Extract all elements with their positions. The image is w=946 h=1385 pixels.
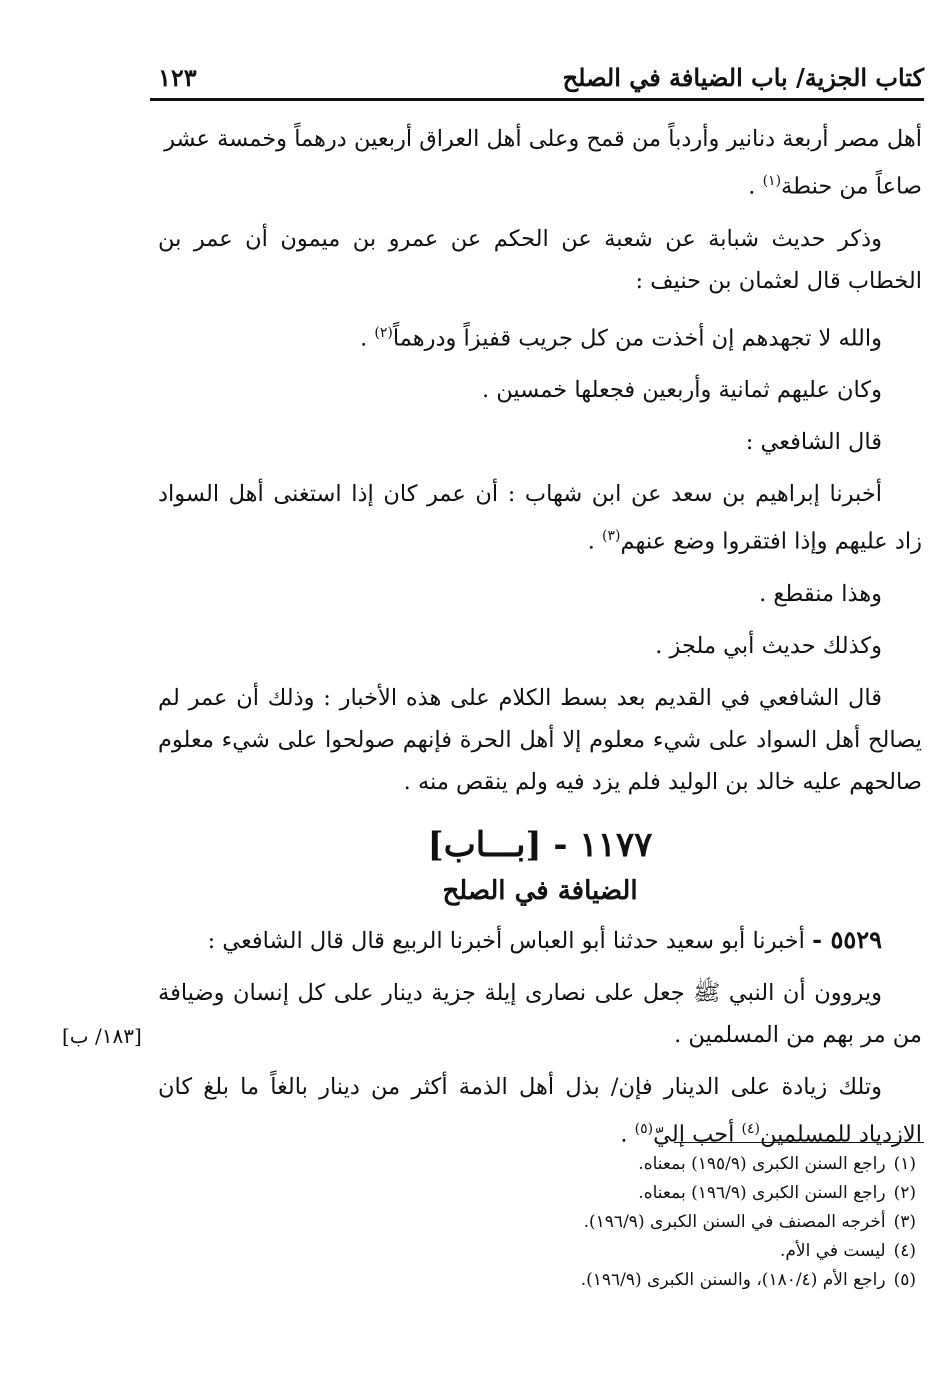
paragraph: وهذا منقطع . [759, 580, 882, 607]
footnote-number: (٥) [893, 1270, 916, 1290]
footnotes [158, 1150, 916, 1295]
paragraph: وكذلك حديث أبي ملجز . [655, 632, 882, 659]
text-line: أهل مصر أربعة دنانير وأردباً من قمح وعلى أهل العراق أربعين درهماً وخمسة عشر [164, 126, 922, 152]
footnote-number: (٢) [893, 1183, 916, 1203]
footnote-ref: (٣) [602, 528, 621, 544]
footnote [158, 1208, 916, 1237]
footnote-text: راجع السنن الكبرى (١٩٥/٩) بمعناه. [638, 1154, 886, 1174]
paragraph: وذكر حديث شبابة عن شعبة عن الحكم عن عمرو بن ميمون أن عمر بن الخطاب قال لعثمان بن حنيف : [158, 225, 922, 294]
text-line: صاعاً من حنطة [781, 173, 922, 200]
footnote-ref: (١) [762, 173, 782, 189]
text-span: أحب إليّ [653, 1121, 742, 1147]
hadith-number: ٥٥٢٩ - [812, 924, 882, 954]
text-span: والله لا تجهدهم إن أخذت من كل جريب قفيزاً ودرهماً [392, 325, 882, 351]
chapter-title: الضيافة في الصلح [442, 875, 638, 906]
footnote-ref: (٢) [374, 324, 393, 341]
footnote [158, 1266, 916, 1295]
paragraph: أخبرنا إبراهيم بن سعد عن ابن شهاب : أن عمر كان إذا استغنى أهل السواد زاد عليهم وإذا افتقروا وضع عنهم$^{(٣)}$ . [158, 481, 922, 555]
paragraph: ويروون أن النبي ﷺ جعل على نصارى إيلة جزية دينار على كل إنسان وضيافة من مر بهم من المسلمين . [158, 979, 922, 1048]
main-text [158, 118, 922, 1165]
footnote-rule [674, 1142, 924, 1143]
paragraph: قال الشافعي : [745, 429, 882, 455]
margin-folio-reference: [١٨٣/ ب] [62, 1024, 142, 1048]
footnote-ref: (٥) [634, 1120, 654, 1137]
footnote-number: (٣) [893, 1212, 916, 1232]
paragraph: وتلك زيادة على الدينار فإن/ بذل أهل الذمة أكثر من دينار بالغاً ما بلغ كان الازدياد للمسلمين$^{(٤)}$ أحب إليّ$^{(٥)}$ . [158, 1073, 922, 1147]
running-header [158, 52, 924, 92]
text-span: وتلك زيادة على الدينار فإن/ بذل أهل الذمة أكثر من دينار بالغاً ما بلغ كان الازدياد للمسلمين [158, 1073, 922, 1147]
footnote-number: (٤) [893, 1241, 916, 1261]
footnote [158, 1237, 916, 1266]
chapter-number: ١١٧٧ - [بـــاب] [427, 824, 653, 865]
footnote-text: أخرجه المصنف في السنن الكبرى (١٩٦/٩). [583, 1212, 886, 1232]
footnote-text: ليست في الأم. [779, 1241, 886, 1261]
footnote-text: راجع السنن الكبرى (١٩٦/٩) بمعناه. [638, 1183, 886, 1203]
paragraph: والله لا تجهدهم إن أخذت من كل جريب قفيزاً ودرهماً$^{(٢)}$ . [360, 324, 882, 351]
footnote [158, 1179, 916, 1208]
footnote-number: (١) [893, 1154, 916, 1174]
footnote-text: راجع الأم (١٨٠/٤)، والسنن الكبرى (١٩٦/٩). [580, 1270, 886, 1290]
text-span: أخبرنا إبراهيم بن سعد عن ابن شهاب : أن عمر كان إذا استغنى أهل السواد زاد عليهم وإذا افتقروا وضع عنهم [158, 481, 922, 555]
paragraph: وكان عليهم ثمانية وأربعين فجعلها خمسين . [481, 377, 882, 403]
paragraph: قال الشافعي في القديم بعد بسط الكلام على هذه الأخبار : وذلك أن عمر لم يصالح أهل السواد على شيء معلوم إلا أهل الحرة فإنهم صولحوا على شيء معلوم صالحهم عليه خالد بن الوليد فلم يزد فيه ولم ينقص منه . [158, 684, 922, 795]
footnote [158, 1150, 916, 1179]
paragraph: أهل مصر أربعة دنانير وأردباً من قمح وعلى أهل العراق أربعين درهماً وخمسة عشر صاعاً من حنطة$^{(١)}$ . [164, 126, 922, 200]
footnote-ref: (٤) [741, 1120, 760, 1137]
chapter-heading [158, 821, 922, 913]
text-span: أخبرنا أبو سعيد حدثنا أبو العباس أخبرنا الربيع قال قال الشافعي : [207, 927, 805, 954]
header-rule [150, 98, 924, 101]
page-number: ١٢٣ [158, 63, 197, 92]
running-title: كتاب الجزية/ باب الضيافة في الصلح [562, 63, 924, 92]
paragraph [158, 919, 922, 962]
